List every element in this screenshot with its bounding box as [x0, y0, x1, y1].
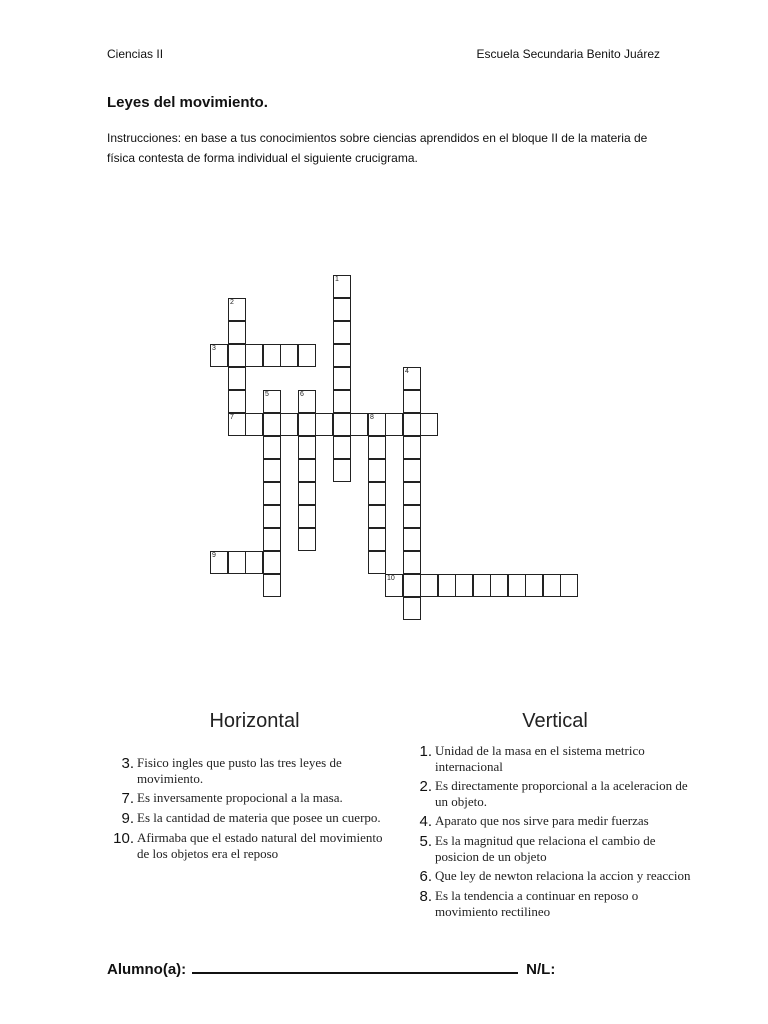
crossword-cell[interactable]	[280, 413, 298, 436]
crossword-cell[interactable]	[333, 459, 351, 482]
crossword-cell[interactable]	[210, 344, 228, 367]
crossword-cell[interactable]	[333, 390, 351, 413]
crossword-cell[interactable]	[263, 459, 281, 482]
clue-number: 1.	[419, 743, 432, 760]
crossword-cell[interactable]	[403, 574, 421, 597]
crossword-cell[interactable]	[560, 574, 578, 597]
vertical-clue	[410, 813, 700, 830]
crossword-cell[interactable]	[403, 482, 421, 505]
vertical-clue	[410, 868, 700, 885]
crossword-cell[interactable]	[455, 574, 473, 597]
crossword-cell[interactable]	[508, 574, 526, 597]
horizontal-clue	[112, 830, 397, 862]
clue-number: 7.	[121, 790, 134, 807]
header-subject: Ciencias II	[107, 47, 164, 61]
crossword-cell[interactable]	[403, 597, 421, 620]
clue-number: 2.	[419, 778, 432, 795]
crossword-cell[interactable]	[245, 551, 263, 574]
crossword-cell[interactable]	[368, 482, 386, 505]
crossword-cell[interactable]	[333, 275, 351, 298]
crossword-clue-number: 10	[387, 575, 395, 582]
crossword-cell[interactable]	[385, 413, 403, 436]
crossword-cell[interactable]	[385, 574, 403, 597]
crossword-cell[interactable]	[333, 413, 351, 436]
crossword-cell[interactable]	[543, 574, 561, 597]
crossword-cell[interactable]	[403, 459, 421, 482]
crossword-cell[interactable]	[263, 574, 281, 597]
crossword-cell[interactable]	[403, 551, 421, 574]
crossword-cell[interactable]	[298, 344, 316, 367]
crossword-cell[interactable]	[525, 574, 543, 597]
crossword-clue-number: 3	[212, 345, 216, 352]
crossword-cell[interactable]	[333, 344, 351, 367]
horizontal-clue	[112, 810, 397, 827]
clue-number: 6.	[419, 868, 432, 885]
crossword-cell[interactable]	[403, 528, 421, 551]
clue-text: Unidad de la masa en el sistema metrico internacional	[435, 743, 645, 774]
crossword-clue-number: 4	[405, 368, 409, 375]
crossword-cell[interactable]	[263, 436, 281, 459]
vertical-clue	[410, 833, 700, 865]
clue-text: Es la magnitud que relaciona el cambio de posicion de un objeto	[435, 833, 656, 864]
crossword-cell[interactable]	[228, 367, 246, 390]
crossword-cell[interactable]	[368, 413, 386, 436]
vertical-clue	[410, 888, 700, 920]
crossword-cell[interactable]	[403, 505, 421, 528]
clue-number: 9.	[121, 810, 134, 827]
crossword-cell[interactable]	[333, 367, 351, 390]
clue-text: Aparato que nos sirve para medir fuerzas	[435, 813, 649, 828]
vertical-clue	[410, 743, 700, 775]
crossword-cell[interactable]	[368, 436, 386, 459]
clue-number: 5.	[419, 833, 432, 850]
crossword-cell[interactable]	[228, 344, 246, 367]
clue-text: Afirmaba que el estado natural del movimiento de los objetos era el reposo	[137, 830, 383, 861]
crossword-cell[interactable]	[420, 574, 438, 597]
page-title: Leyes del movimiento.	[107, 94, 268, 111]
horizontal-title: Horizontal	[209, 710, 300, 732]
crossword-cell[interactable]	[245, 344, 263, 367]
header-school: Escuela Secundaria Benito Juárez	[476, 47, 660, 61]
crossword-cell[interactable]	[263, 482, 281, 505]
crossword-cell[interactable]	[333, 436, 351, 459]
horizontal-clue	[112, 755, 397, 787]
crossword-cell[interactable]	[298, 436, 316, 459]
clue-number: 8.	[419, 888, 432, 905]
crossword-cell[interactable]	[298, 413, 316, 436]
crossword-cell[interactable]	[368, 505, 386, 528]
crossword-cell[interactable]	[473, 574, 491, 597]
clue-text: Es la tendencia a continuar en reposo o movimiento rectilineo	[435, 888, 639, 919]
crossword-cell[interactable]	[403, 367, 421, 390]
crossword-cell[interactable]	[368, 528, 386, 551]
crossword-cell[interactable]	[228, 551, 246, 574]
crossword-clue-number: 1	[335, 276, 339, 283]
crossword-cell[interactable]	[263, 413, 281, 436]
crossword-cell[interactable]	[298, 482, 316, 505]
crossword-cell[interactable]	[350, 413, 368, 436]
crossword-cell[interactable]	[228, 298, 246, 321]
crossword-cell[interactable]	[403, 413, 421, 436]
crossword-cell[interactable]	[403, 436, 421, 459]
crossword-cell[interactable]	[210, 551, 228, 574]
student-info-row	[107, 958, 555, 978]
crossword-cell[interactable]	[315, 413, 333, 436]
clue-text: Es directamente proporcional a la aceleracion de un objeto.	[435, 778, 688, 809]
clue-text: Es inversamente propocional a la masa.	[137, 790, 343, 805]
list-number-label: N/L:	[526, 961, 556, 978]
crossword-cell[interactable]	[263, 505, 281, 528]
crossword-cell[interactable]	[368, 459, 386, 482]
crossword-cell[interactable]	[280, 344, 298, 367]
crossword-clue-number: 5	[265, 391, 269, 398]
crossword-cell[interactable]	[333, 321, 351, 344]
crossword-cell[interactable]	[403, 390, 421, 413]
clue-text: Es la cantidad de materia que posee un cuerpo.	[137, 810, 381, 825]
vertical-title: Vertical	[522, 710, 588, 732]
clue-text: Que ley de newton relaciona la accion y reaccion	[435, 868, 691, 883]
vertical-clues	[410, 704, 700, 923]
clue-number: 4.	[419, 813, 432, 830]
horizontal-clue	[112, 790, 397, 807]
crossword-clue-number: 9	[212, 552, 216, 559]
horizontal-clues	[112, 704, 397, 865]
crossword-cell[interactable]	[368, 551, 386, 574]
crossword-cell[interactable]	[263, 390, 281, 413]
crossword-cell[interactable]	[228, 413, 246, 436]
crossword-cell[interactable]	[420, 413, 438, 436]
student-name-line[interactable]	[192, 958, 518, 974]
crossword-cell[interactable]	[333, 298, 351, 321]
crossword-clue-number: 7	[230, 414, 234, 421]
crossword-clue-number: 2	[230, 299, 234, 306]
clue-text: Fisico ingles que pusto las tres leyes de movimiento.	[137, 755, 342, 786]
crossword-cell[interactable]	[490, 574, 508, 597]
crossword-cell[interactable]	[298, 390, 316, 413]
crossword-cell[interactable]	[228, 321, 246, 344]
instructions: Instrucciones: en base a tus conocimientos sobre ciencias aprendidos en el bloque II de la materia de física contesta de forma individual el siguiente crucigrama.	[107, 131, 648, 165]
crossword-cell[interactable]	[263, 528, 281, 551]
vertical-clue	[410, 778, 700, 810]
crossword-cell[interactable]	[298, 459, 316, 482]
crossword-cell[interactable]	[298, 528, 316, 551]
crossword-cell[interactable]	[298, 505, 316, 528]
crossword-cell[interactable]	[438, 574, 456, 597]
crossword-cell[interactable]	[263, 551, 281, 574]
crossword-cell[interactable]	[245, 413, 263, 436]
student-name-label: Alumno(a):	[107, 961, 187, 978]
crossword-cell[interactable]	[263, 344, 281, 367]
clue-number: 10.	[113, 830, 134, 847]
clue-number: 3.	[121, 755, 134, 772]
crossword-clue-number: 8	[370, 414, 374, 421]
crossword-clue-number: 6	[300, 391, 304, 398]
crossword-cell[interactable]	[228, 390, 246, 413]
